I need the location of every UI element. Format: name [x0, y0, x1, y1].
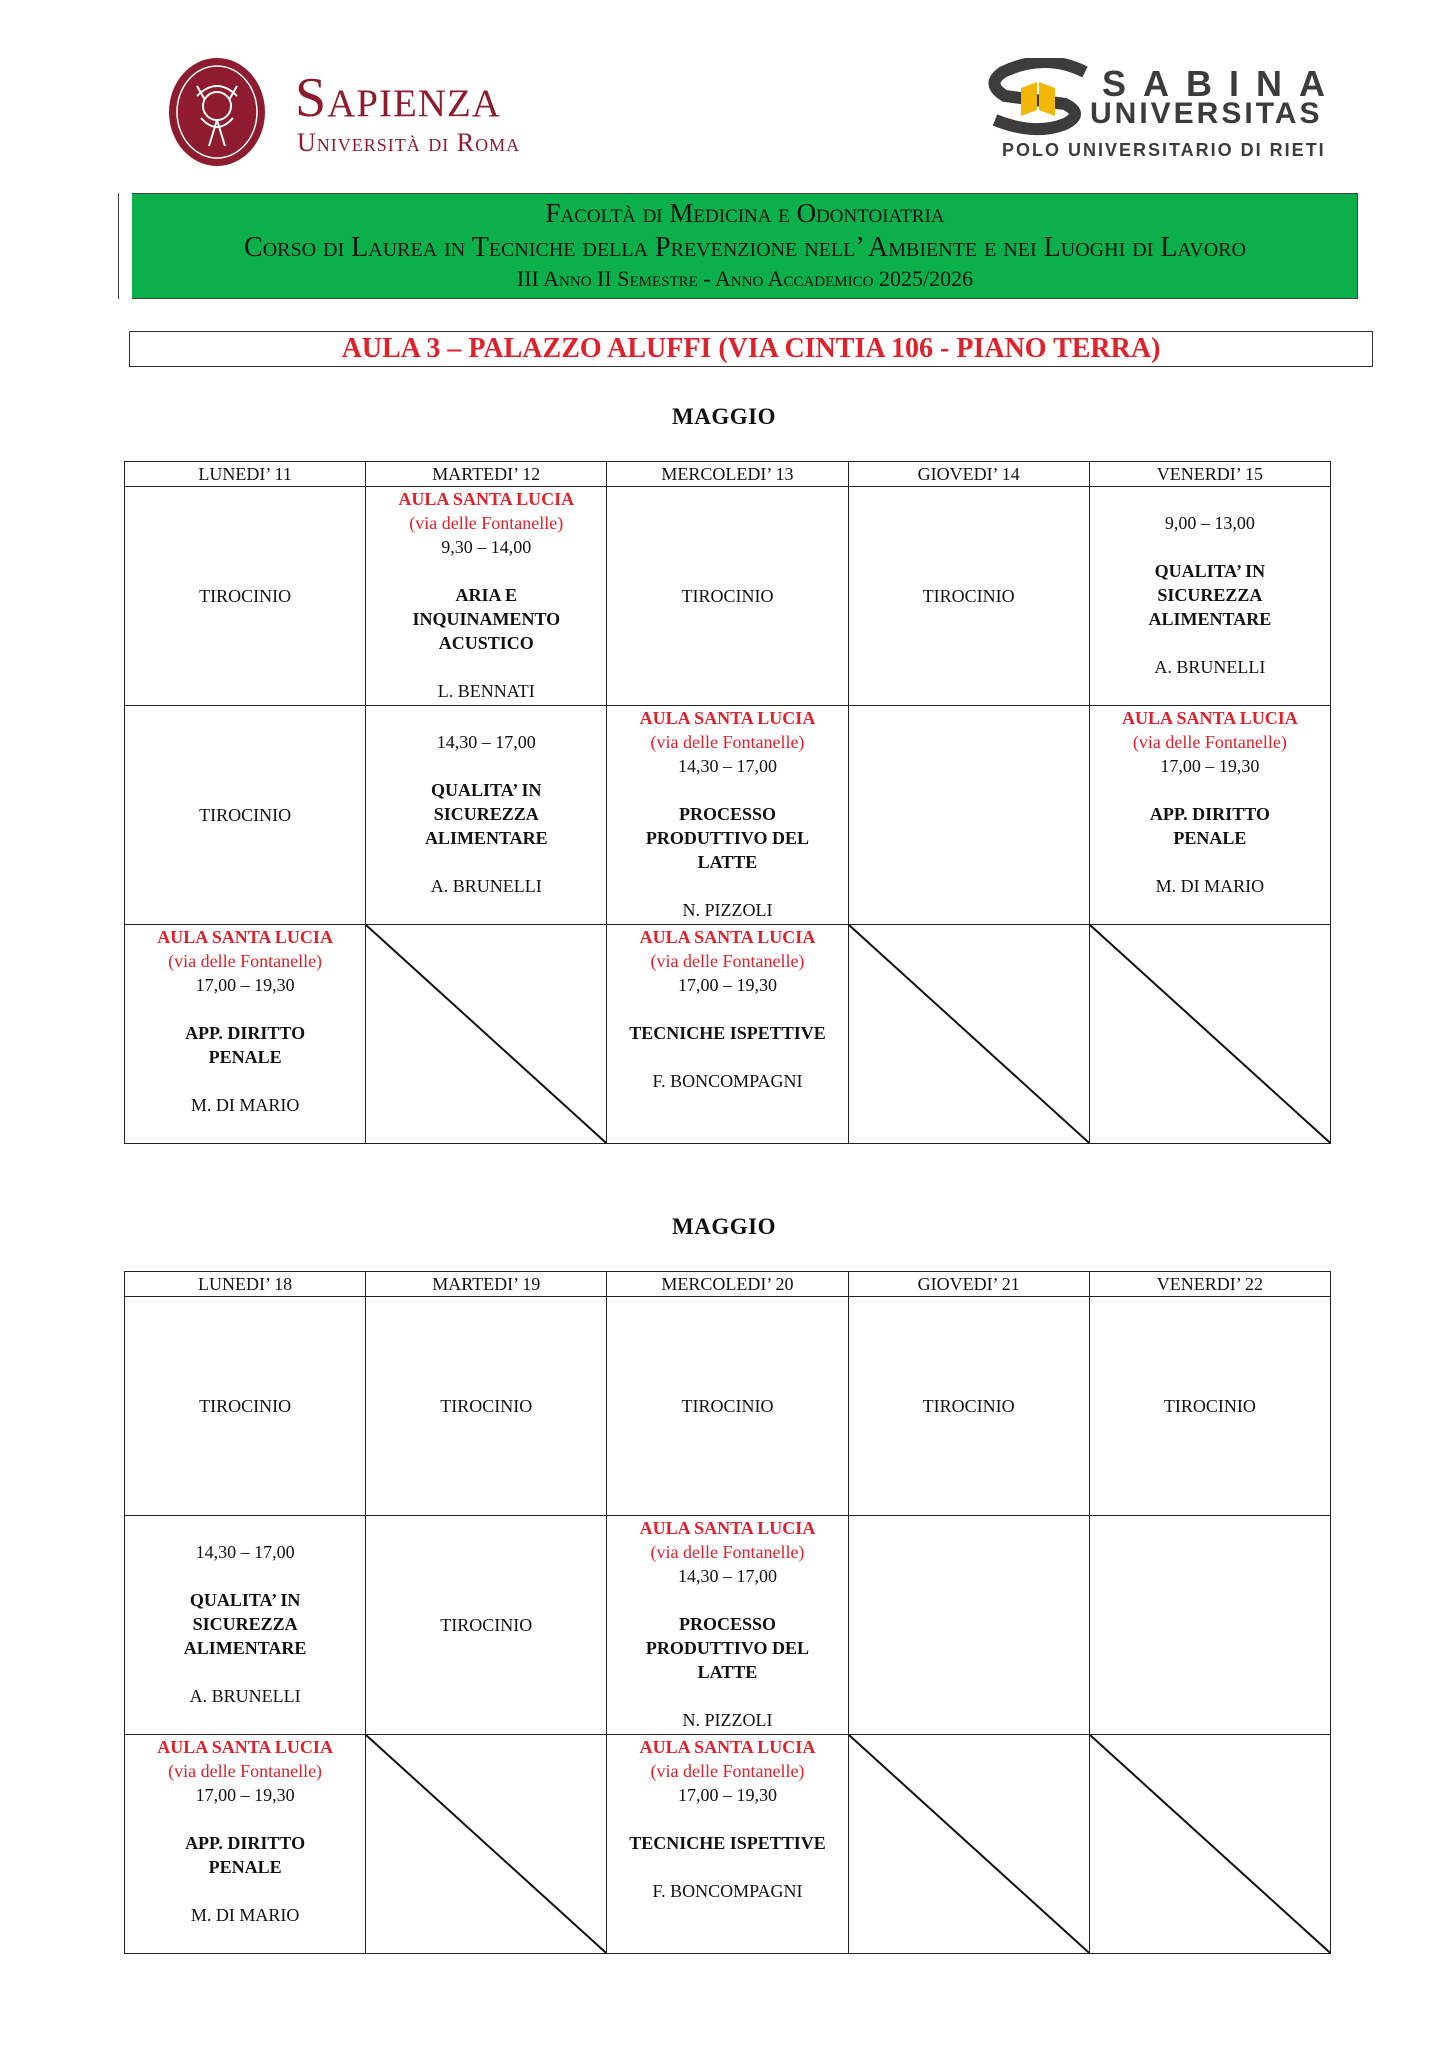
lesson-teacher: A. BRUNELLI	[430, 876, 542, 896]
day-header: VENERDI’ 22	[1089, 1272, 1330, 1297]
lesson-address: (via delle Fontanelle)	[650, 951, 805, 971]
lesson-subject: INQUINAMENTO	[412, 609, 561, 629]
lesson-room: AULA SANTA LUCIA	[157, 1737, 333, 1757]
lesson-address: (via delle Fontanelle)	[168, 951, 323, 971]
lesson-content	[125, 925, 365, 1143]
lesson-content	[607, 1516, 847, 1734]
lesson-subject: PRODUTTIVO DEL	[645, 1638, 810, 1658]
lesson-room: AULA SANTA LUCIA	[398, 489, 575, 509]
sapienza-name: Sapienza	[295, 67, 501, 129]
lesson-room: AULA SANTA LUCIA	[639, 927, 816, 947]
lesson-subject: PROCESSO	[678, 1614, 776, 1634]
lesson-room: AULA SANTA LUCIA	[639, 1518, 816, 1538]
lesson-room: AULA SANTA LUCIA	[639, 708, 816, 728]
lesson-teacher: N. PIZZOLI	[682, 900, 773, 920]
lesson-subject: ALIMENTARE	[1148, 609, 1272, 629]
lesson-subject: QUALITA’ IN	[431, 780, 542, 800]
lesson-subject: PENALE	[1173, 828, 1247, 848]
time-slot-row	[125, 1735, 1331, 1954]
lesson-time: 17,00 – 19,30	[677, 1785, 777, 1805]
schedule-cell	[125, 1516, 366, 1735]
lesson-subject: PENALE	[208, 1047, 282, 1067]
lesson-subject: LATTE	[697, 1662, 758, 1682]
faculty-title: Facoltà di Medicina e Odontoiatria	[545, 198, 945, 228]
diagonal-strike	[366, 1735, 606, 1953]
lesson-subject: ALIMENTARE	[424, 828, 548, 848]
schedule-cell	[1089, 706, 1330, 925]
lesson-content	[366, 487, 606, 705]
schedule-cell	[1089, 1297, 1330, 1516]
lesson-subject: PROCESSO	[678, 804, 776, 824]
lesson-teacher: M. DI MARIO	[190, 1095, 300, 1115]
lesson-subject: ACUSTICO	[438, 633, 534, 653]
lesson-address: (via delle Fontanelle)	[1132, 732, 1287, 752]
time-slot-row	[125, 706, 1331, 925]
sabina-subtitle: POLO UNIVERSITARIO DI RIETI	[1002, 140, 1326, 160]
lesson-address: (via delle Fontanelle)	[168, 1761, 323, 1781]
lesson-teacher: M. DI MARIO	[190, 1905, 300, 1925]
activity-label: TIROCINIO	[681, 1396, 774, 1416]
cell-content	[1090, 1297, 1330, 1515]
day-header: GIOVEDI’ 14	[848, 462, 1089, 487]
day-header: GIOVEDI’ 21	[848, 1272, 1089, 1297]
activity-label: TIROCINIO	[922, 1396, 1015, 1416]
schedule-cell	[607, 1516, 848, 1735]
time-slot-row	[125, 925, 1331, 1144]
lesson-subject: LATTE	[697, 852, 758, 872]
lesson-teacher: A. BRUNELLI	[1154, 657, 1266, 677]
empty-cell	[848, 1516, 1089, 1735]
cell-content	[607, 487, 847, 705]
lesson-teacher: L. BENNATI	[437, 681, 535, 701]
day-header: MERCOLEDI’ 13	[607, 462, 848, 487]
schedule-cell	[607, 487, 848, 706]
schedule-cell	[366, 1297, 607, 1516]
lesson-teacher: A. BRUNELLI	[189, 1686, 301, 1706]
cell-content	[125, 706, 365, 924]
schedule-cell	[366, 487, 607, 706]
lesson-subject: SICUREZZA	[192, 1614, 298, 1634]
lesson-subject: APP. DIRITTO	[185, 1023, 306, 1043]
diagonal-strike	[1090, 1735, 1330, 1953]
activity-label: TIROCINIO	[440, 1615, 533, 1635]
schedule-cell	[125, 1735, 366, 1954]
sabina-book-logo	[985, 58, 1095, 136]
day-header-row	[125, 1272, 1331, 1297]
cell-content	[849, 1297, 1089, 1515]
lesson-address: (via delle Fontanelle)	[409, 513, 564, 533]
lesson-time: 9,30 – 14,00	[441, 537, 532, 557]
lesson-time: 17,00 – 19,30	[195, 975, 295, 995]
cell-content	[125, 1297, 365, 1515]
activity-label: TIROCINIO	[1163, 1396, 1256, 1416]
cell-content	[125, 487, 365, 705]
lesson-time: 14,30 – 17,00	[677, 756, 777, 776]
lesson-content	[607, 1735, 847, 1953]
lesson-content	[1090, 487, 1330, 705]
lesson-time: 14,30 – 17,00	[195, 1542, 295, 1562]
lesson-content	[125, 1735, 365, 1953]
schedule-cell	[607, 1297, 848, 1516]
month-heading: MAGGIO	[672, 1214, 776, 1239]
lesson-subject: APP. DIRITTO	[185, 1833, 306, 1853]
cell-content	[607, 1297, 847, 1515]
lesson-subject: QUALITA’ IN	[1154, 561, 1266, 581]
room-title: AULA 3 – PALAZZO ALUFFI (VIA CINTIA 106 - PIANO TERRA)	[129, 331, 1373, 367]
schedule-cell	[848, 1297, 1089, 1516]
lesson-teacher: M. DI MARIO	[1155, 876, 1265, 896]
empty-cell	[1089, 1516, 1330, 1735]
activity-label: TIROCINIO	[199, 586, 292, 606]
lesson-room: AULA SANTA LUCIA	[1122, 708, 1298, 728]
month-heading: MAGGIO	[672, 404, 776, 429]
schedule-cell	[125, 487, 366, 706]
lesson-teacher: F. BONCOMPAGNI	[652, 1071, 803, 1091]
day-header: LUNEDI’ 11	[125, 462, 366, 487]
cell-content	[366, 1516, 606, 1734]
sabina-name-line1: SABINA	[1102, 63, 1343, 104]
lesson-subject: ALIMENTARE	[183, 1638, 307, 1658]
lesson-subject: PENALE	[208, 1857, 282, 1877]
lesson-content	[125, 1516, 365, 1734]
diagonal-strike	[849, 925, 1089, 1143]
lesson-address: (via delle Fontanelle)	[650, 1542, 805, 1562]
schedule-cell	[1089, 487, 1330, 706]
header-left-strip	[118, 193, 132, 299]
unavailable-cell	[366, 925, 607, 1144]
lesson-subject: SICUREZZA	[1157, 585, 1263, 605]
schedule-cell	[607, 706, 848, 925]
lesson-room: AULA SANTA LUCIA	[157, 927, 333, 947]
lesson-content	[366, 706, 606, 924]
lesson-time: 14,30 – 17,00	[436, 732, 536, 752]
lesson-teacher: N. PIZZOLI	[682, 1710, 773, 1730]
day-header: MERCOLEDI’ 20	[607, 1272, 848, 1297]
sabina-name-line2: UNIVERSITAS	[1090, 97, 1323, 130]
diagonal-strike	[366, 925, 606, 1143]
lesson-room: AULA SANTA LUCIA	[639, 1737, 816, 1757]
lesson-time: 17,00 – 19,30	[1160, 756, 1260, 776]
lesson-address: (via delle Fontanelle)	[650, 1761, 805, 1781]
course-title: Corso di Laurea in Tecniche della Prevenzione nell’ Ambiente e nei Luoghi di Lavoro	[244, 232, 1246, 263]
lesson-subject: ARIA E	[455, 585, 518, 605]
schedule-cell	[848, 487, 1089, 706]
sapienza-seal-logo	[167, 56, 267, 168]
lesson-subject: SICUREZZA	[433, 804, 539, 824]
day-header: LUNEDI’ 18	[125, 1272, 366, 1297]
schedule-cell	[366, 706, 607, 925]
lesson-time: 9,00 – 13,00	[1164, 513, 1255, 533]
day-header: MARTEDI’ 12	[366, 462, 607, 487]
activity-label: TIROCINIO	[199, 805, 292, 825]
diagonal-strike	[849, 1735, 1089, 1953]
year-semester: III Anno II Semestre - Anno Accademico 2025/2026	[516, 266, 974, 291]
schedule-cell	[125, 706, 366, 925]
lesson-subject: TECNICHE ISPETTIVE	[629, 1833, 826, 1853]
schedule-cell	[607, 925, 848, 1144]
lesson-time: 14,30 – 17,00	[677, 1566, 777, 1586]
activity-label: TIROCINIO	[199, 1396, 292, 1416]
lesson-subject: TECNICHE ISPETTIVE	[629, 1023, 826, 1043]
lesson-content	[607, 925, 847, 1143]
schedule-cell	[125, 925, 366, 1144]
lesson-teacher: F. BONCOMPAGNI	[652, 1881, 803, 1901]
schedule-cell	[125, 1297, 366, 1516]
lesson-address: (via delle Fontanelle)	[650, 732, 805, 752]
lesson-time: 17,00 – 19,30	[677, 975, 777, 995]
lesson-subject: PRODUTTIVO DEL	[645, 828, 810, 848]
day-header-row	[125, 462, 1331, 487]
cell-content	[366, 1297, 606, 1515]
lesson-subject: QUALITA’ IN	[189, 1590, 301, 1610]
diagonal-strike	[1090, 925, 1330, 1143]
day-header: MARTEDI’ 19	[366, 1272, 607, 1297]
lesson-time: 17,00 – 19,30	[195, 1785, 295, 1805]
time-slot-row	[125, 1516, 1331, 1735]
cell-content	[849, 487, 1089, 705]
unavailable-cell	[848, 1735, 1089, 1954]
day-header: VENERDI’ 15	[1089, 462, 1330, 487]
activity-label: TIROCINIO	[922, 586, 1015, 606]
lesson-content	[607, 706, 847, 924]
schedule-cell	[607, 1735, 848, 1954]
schedule-cell	[366, 1516, 607, 1735]
unavailable-cell	[1089, 925, 1330, 1144]
lesson-content	[1090, 706, 1330, 924]
unavailable-cell	[848, 925, 1089, 1144]
schedule-table	[124, 461, 1331, 1144]
lesson-subject: APP. DIRITTO	[1149, 804, 1270, 824]
sapienza-subtitle: Università di Roma	[297, 128, 521, 157]
empty-cell	[848, 706, 1089, 925]
activity-label: TIROCINIO	[440, 1396, 533, 1416]
schedule-table	[124, 1271, 1331, 1954]
activity-label: TIROCINIO	[681, 586, 774, 606]
unavailable-cell	[1089, 1735, 1330, 1954]
time-slot-row	[125, 1297, 1331, 1516]
unavailable-cell	[366, 1735, 607, 1954]
time-slot-row	[125, 487, 1331, 706]
